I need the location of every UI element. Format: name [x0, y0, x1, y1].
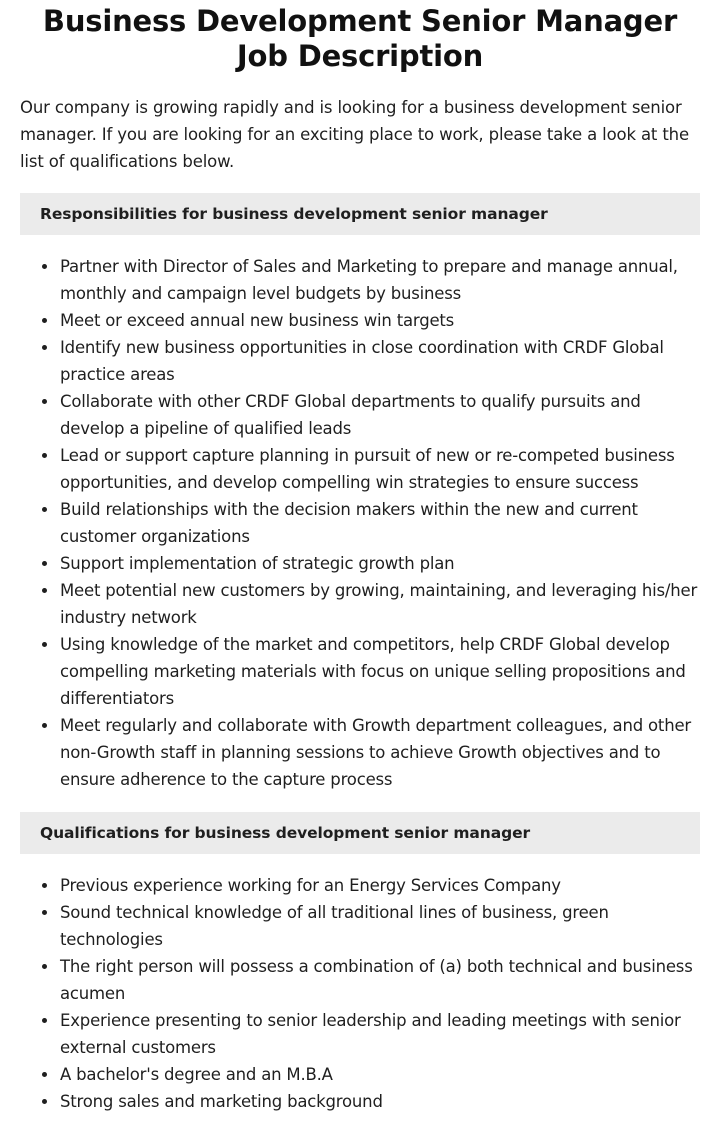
responsibilities-list	[20, 253, 700, 793]
list-item: Lead or support capture planning in pursuit of new or re-competed business opportunities, and develop compelling win strategies to ensure success	[60, 442, 700, 496]
page-title: Business Development Senior Manager Job Description	[42, 4, 678, 73]
list-item: Previous experience working for an Energy Services Company	[60, 872, 700, 899]
responsibilities-heading: Responsibilities for business development senior manager	[20, 193, 700, 235]
list-item: Build relationships with the decision makers within the new and current customer organizations	[60, 496, 700, 550]
list-item: Meet potential new customers by growing, maintaining, and leveraging his/her industry network	[60, 577, 700, 631]
list-item: Support implementation of strategic growth plan	[60, 550, 700, 577]
list-item: Strong sales and marketing background	[60, 1088, 700, 1115]
qualifications-list	[20, 872, 700, 1115]
list-item: The right person will possess a combination of (a) both technical and business acumen	[60, 953, 700, 1007]
list-item: Partner with Director of Sales and Marketing to prepare and manage annual, monthly and campaign level budgets by business	[60, 253, 700, 307]
list-item: Meet regularly and collaborate with Growth department colleagues, and other non-Growth staff in planning sessions to achieve Growth objectives and to ensure adherence to the capture process	[60, 712, 700, 793]
list-item: Experience presenting to senior leadership and leading meetings with senior external customers	[60, 1007, 700, 1061]
list-item: A bachelor's degree and an M.B.A	[60, 1061, 700, 1088]
list-item: Using knowledge of the market and competitors, help CRDF Global develop compelling marketing materials with focus on unique selling propositions and differentiators	[60, 631, 700, 712]
qualifications-heading: Qualifications for business development senior manager	[20, 812, 700, 854]
intro-paragraph: Our company is growing rapidly and is looking for a business development senior manager. If you are looking for an exciting place to work, please take a look at the list of qualifications below.	[20, 98, 689, 171]
list-item: Identify new business opportunities in close coordination with CRDF Global practice areas	[60, 334, 700, 388]
list-item: Meet or exceed annual new business win targets	[60, 307, 700, 334]
list-item: Collaborate with other CRDF Global departments to qualify pursuits and develop a pipeline of qualified leads	[60, 388, 700, 442]
list-item: Sound technical knowledge of all traditional lines of business, green technologies	[60, 899, 700, 953]
